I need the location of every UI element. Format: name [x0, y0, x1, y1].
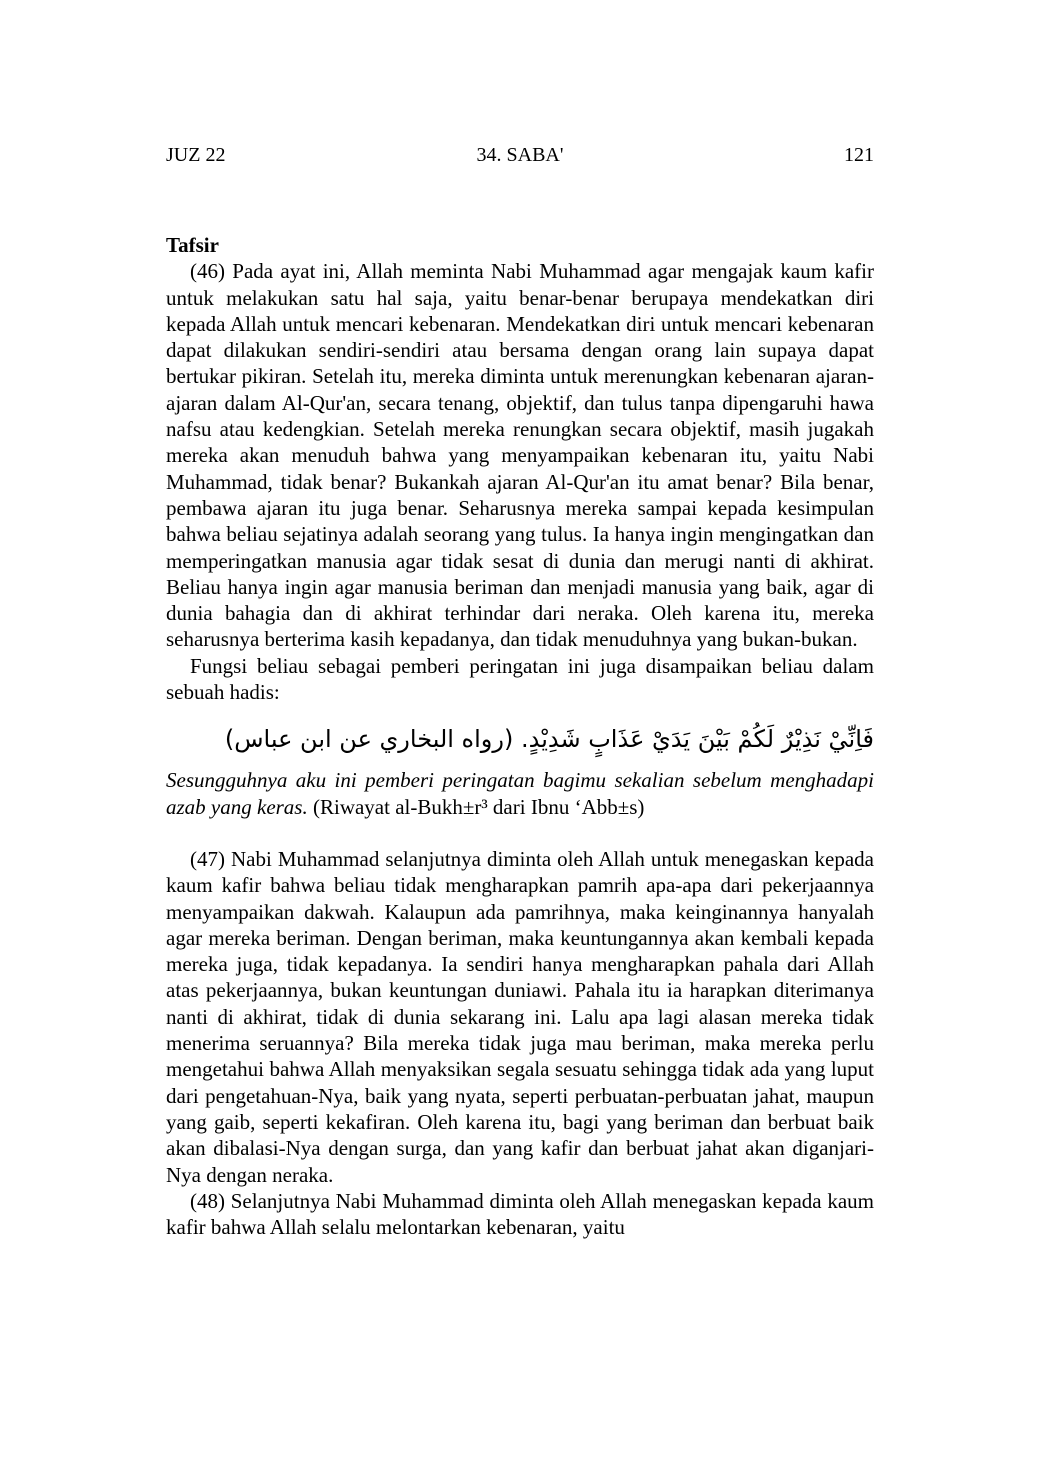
- arabic-hadith: فَاِنِّيْ نَذِيْرٌ لَكُمْ بَيْنَ يَدَيْ عَذَابٍ شَدِيْدٍ. (رواه البخاري عن ابن عباس): [224, 725, 874, 754]
- paragraph-46-continued: Fungsi beliau sebagai pemberi peringatan ini juga disampaikan beliau dalam sebuah hadis:: [166, 653, 874, 705]
- page-number: 121: [844, 144, 874, 166]
- translation-source: (Riwayat al-Bukh±r³ dari Ibnu ‘Abb±s): [307, 794, 645, 819]
- surah-label: 34. SABA': [476, 144, 564, 166]
- running-header: [166, 144, 874, 172]
- hadith-translation: [166, 767, 874, 820]
- section-title: Tafsir: [166, 233, 219, 257]
- spacer: [166, 820, 874, 846]
- paragraph-46: (46) Pada ayat ini, Allah meminta Nabi Muhammad agar mengajak kaum kafir untuk melakukan satu hal saja, yaitu benar-benar berupaya mendekatkan diri kepada Allah untuk mencari kebenaran. Mendekatkan diri untuk mencari kebenaran dapat dilakukan sendiri-sendiri atau bersama dengan orang lain supaya dapat bertukar pikiran. Setelah itu, mereka diminta untuk merenungkan kebenaran ajaran-ajaran dalam Al-Qur'an, secara tenang, objektif, dan tulus tanpa dipengaruhi hawa nafsu atau kedengkian. Setelah mereka renungkan secara objektif, masih jugakah mereka akan menuduh bahwa yang menyampaikan kebenaran itu, yaitu Nabi Muhammad, tidak benar? Bukankah ajaran Al-Qur'an itu amat benar? Bila benar, pembawa ajaran itu juga benar. Seharusnya mereka sampai kepada kesimpulan bahwa beliau sejatinya adalah seorang yang tulus. Ia hanya ingin mengingatkan dan memperingatkan manusia agar tidak sesat di dunia dan merugi nanti di akhirat. Beliau hanya ingin agar manusia beriman dan menjadi manusia yang baik, agar di dunia bahagia dan di akhirat terhindar dari neraka. Oleh karena itu, mereka seharusnya berterima kasih kepadanya, dan tidak menuduhnya yang bukan-bukan.: [166, 259, 874, 652]
- juz-label: JUZ 22: [166, 144, 226, 166]
- translation-text: Sesungguhnya aku ini pemberi peringatan bagimu sekalian sebelum menghadapi azab yang keras.: [166, 768, 874, 819]
- paragraph-48: (48) Selanjutnya Nabi Muhammad diminta oleh Allah menegaskan kepada kaum kafir bahwa Allah selalu melontarkan kebenaran, yaitu: [166, 1188, 874, 1240]
- paragraph-47: (47) Nabi Muhammad selanjutnya diminta oleh Allah untuk menegaskan kepada kaum kafir bahwa beliau tidak mengharapkan pamrih apa-apa dari pekerjaannya menyampaikan dakwah. Kalaupun ada pamrihnya, maka keinginannya hanyalah agar mereka beriman. Dengan beriman, maka keuntungannya akan kembali kepada mereka juga, tidak kepadanya. Ia sendiri hanya mengharapkan pahala dari Allah atas pekerjaannya, bukan keuntungan duniawi. Pahala itu ia harapkan diterimanya nanti di akhirat, tidak di dunia sekarang ini. Lalu apa lagi alasan mereka tidak menerima seruannya? Bila mereka tidak juga mau beriman, maka mereka perlu mengetahui bahwa Allah menyaksikan segala sesuatu sehingga tidak ada yang luput dari pengetahuan-Nya, baik yang nyata, seperti perbuatan-perbuatan jahat, maupun yang gaib, seperti kekafiran. Oleh karena itu, bagi yang beriman dan berbuat baik akan dibalasi-Nya dengan surga, dan yang kafir dan berbuat jahat akan diganjari-Nya dengan neraka.: [166, 846, 874, 1187]
- body-text: [166, 232, 874, 1240]
